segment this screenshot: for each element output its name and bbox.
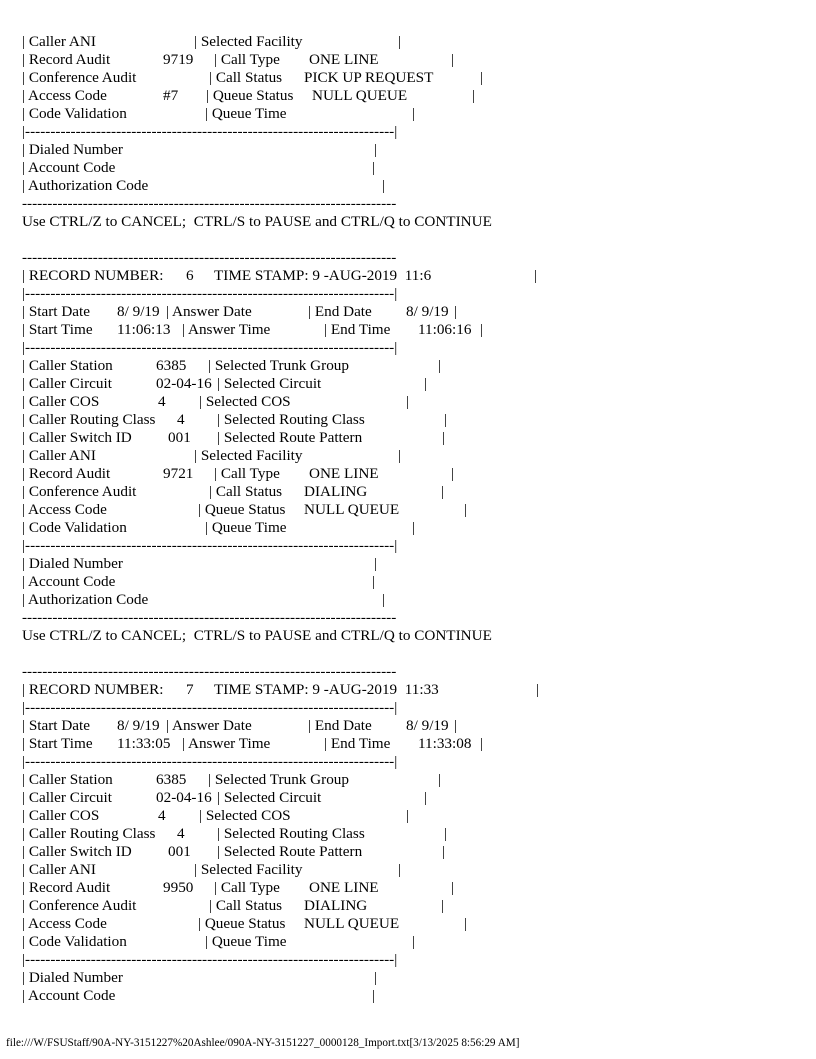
- access-code-row: | Access Code | Queue Status NULL QUEUE |: [22, 501, 468, 518]
- account-code-row: | Account Code |: [22, 159, 376, 176]
- start-time-row: | Start Time 11:06:13 | Answer Time | End Time 11:06:16 |: [22, 321, 484, 338]
- record-audit-row: | Record Audit 9950 | Call Type ONE LINE |: [22, 879, 455, 896]
- authorization-code-row: | Authorization Code |: [22, 591, 386, 608]
- conference-audit-row: | Conference Audit | Call Status PICK UP REQUEST |: [22, 69, 484, 86]
- conference-audit-row: | Conference Audit | Call Status DIALING |: [22, 897, 445, 914]
- access-code-row: | Access Code #7 | Queue Status NULL QUEUE |: [22, 87, 476, 104]
- account-code-row: | Account Code |: [22, 987, 376, 1004]
- dialed-number-row: | Dialed Number |: [22, 141, 378, 158]
- caller-station-row: | Caller Station 6385 | Selected Trunk Group |: [22, 771, 442, 788]
- code-validation-row: | Code Validation | Queue Time |: [22, 519, 416, 536]
- start-date-row: | Start Date 8/ 9/19 | Answer Date | End Date 8/ 9/19 |: [22, 717, 458, 734]
- separator-line: |-------------------------------------------------------------------------|: [22, 123, 398, 140]
- separator-line: --------------------------------------------------------------------------: [22, 609, 397, 626]
- record-header: | RECORD NUMBER: 6 TIME STAMP: 9 -AUG-2019 11:6 |: [22, 267, 538, 284]
- code-validation-row: | Code Validation | Queue Time |: [22, 105, 416, 122]
- separator-line: |-------------------------------------------------------------------------|: [22, 951, 398, 968]
- caller-ani-row: | Caller ANI | Selected Facility |: [22, 861, 402, 878]
- dialed-number-row: | Dialed Number |: [22, 969, 378, 986]
- record-log-document: [22, 33, 540, 1005]
- record-audit-row: | Record Audit 9719 | Call Type ONE LINE |: [22, 51, 455, 68]
- caller-ani-row: | Caller ANI | Selected Facility |: [22, 447, 402, 464]
- conference-audit-row: | Conference Audit | Call Status DIALING |: [22, 483, 445, 500]
- separator-line: |-------------------------------------------------------------------------|: [22, 537, 398, 554]
- caller-circuit-row: | Caller Circuit 02-04-16 | Selected Circuit |: [22, 375, 428, 392]
- dialed-number-row: | Dialed Number |: [22, 555, 378, 572]
- record-audit-row: | Record Audit 9721 | Call Type ONE LINE |: [22, 465, 455, 482]
- caller-routing-class-row: | Caller Routing Class 4 | Selected Routing Class |: [22, 411, 448, 428]
- code-validation-row: | Code Validation | Queue Time |: [22, 933, 416, 950]
- separator-line: --------------------------------------------------------------------------: [22, 195, 397, 212]
- caller-routing-class-row: | Caller Routing Class 4 | Selected Routing Class |: [22, 825, 448, 842]
- caller-cos-row: | Caller COS 4 | Selected COS |: [22, 807, 410, 824]
- separator-line: |-------------------------------------------------------------------------|: [22, 753, 398, 770]
- separator-line: |-------------------------------------------------------------------------|: [22, 339, 398, 356]
- separator-line: --------------------------------------------------------------------------: [22, 663, 397, 680]
- caller-switch-id-row: | Caller Switch ID 001 | Selected Route Pattern |: [22, 843, 446, 860]
- separator-line: |-------------------------------------------------------------------------|: [22, 699, 398, 716]
- caller-switch-id-row: | Caller Switch ID 001 | Selected Route Pattern |: [22, 429, 446, 446]
- cancel-instructions: Use CTRL/Z to CANCEL; CTRL/S to PAUSE and CTRL/Q to CONTINUE: [22, 627, 492, 644]
- account-code-row: | Account Code |: [22, 573, 376, 590]
- start-date-row: | Start Date 8/ 9/19 | Answer Date | End Date 8/ 9/19 |: [22, 303, 458, 320]
- caller-ani-row: | Caller ANI | Selected Facility |: [22, 33, 402, 50]
- file-path-footer: file:///W/FSUStaff/90A-NY-3151227%20Ashlee/090A-NY-3151227_0000128_Import.txt[3/13/2025 8:56:29 AM]: [6, 1037, 520, 1049]
- separator-line: |-------------------------------------------------------------------------|: [22, 285, 398, 302]
- start-time-row: | Start Time 11:33:05 | Answer Time | End Time 11:33:08 |: [22, 735, 484, 752]
- cancel-instructions: Use CTRL/Z to CANCEL; CTRL/S to PAUSE and CTRL/Q to CONTINUE: [22, 213, 492, 230]
- access-code-row: | Access Code | Queue Status NULL QUEUE |: [22, 915, 468, 932]
- separator-line: --------------------------------------------------------------------------: [22, 249, 397, 266]
- authorization-code-row: | Authorization Code |: [22, 177, 386, 194]
- caller-circuit-row: | Caller Circuit 02-04-16 | Selected Circuit |: [22, 789, 428, 806]
- caller-cos-row: | Caller COS 4 | Selected COS |: [22, 393, 410, 410]
- caller-station-row: | Caller Station 6385 | Selected Trunk Group |: [22, 357, 442, 374]
- record-header: | RECORD NUMBER: 7 TIME STAMP: 9 -AUG-2019 11:33 |: [22, 681, 540, 698]
